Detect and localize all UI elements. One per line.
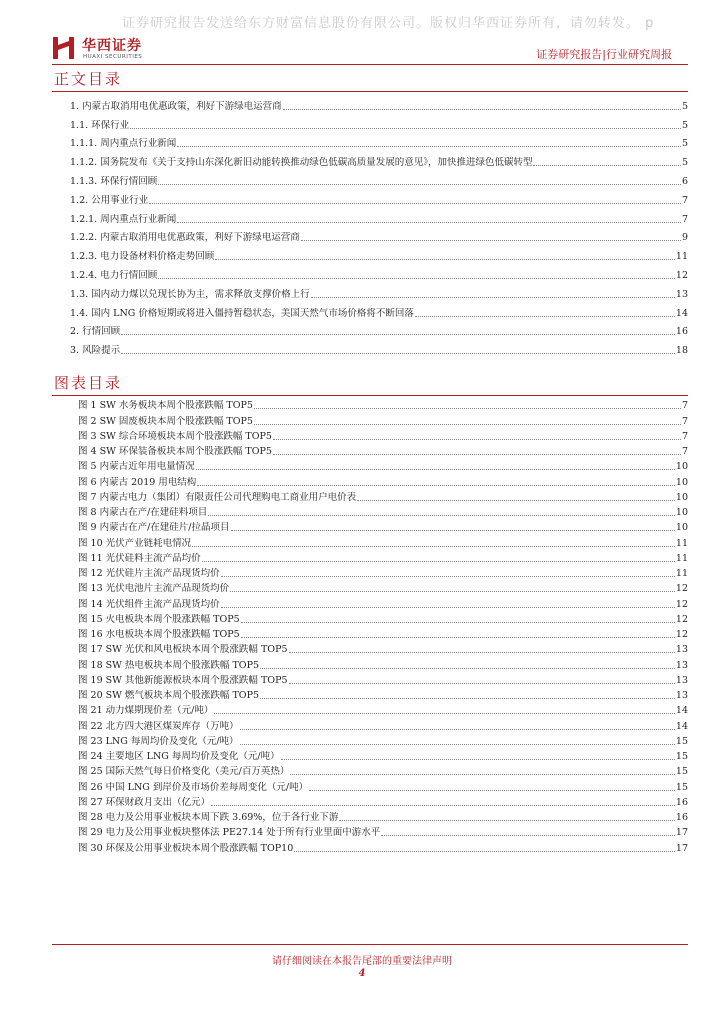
entry-page-number: 7 <box>681 430 688 442</box>
dot-leader <box>311 296 675 298</box>
figure-entry[interactable] <box>78 550 688 565</box>
entry-page-number: 11 <box>675 568 688 579</box>
dot-leader <box>215 258 675 260</box>
figure-entry[interactable] <box>78 595 688 610</box>
entry-page-number: 10 <box>675 476 688 488</box>
dot-leader <box>121 352 675 354</box>
figure-entry[interactable] <box>78 763 688 778</box>
dot-leader <box>273 453 681 455</box>
entry-page-number: 7 <box>681 446 688 457</box>
report-type-label: 证券研究报告|行业研究周报 <box>536 48 672 61</box>
dot-leader <box>149 202 681 204</box>
toc-title-rule <box>52 91 688 92</box>
entry-page-number: 12 <box>675 629 688 640</box>
entry-page-number: 15 <box>675 735 688 747</box>
legal-notice: 请仔细阅读在本报告尾部的重要法律声明 <box>272 956 452 967</box>
dot-leader <box>221 575 675 577</box>
dot-leader <box>281 758 675 760</box>
entry-title: 图 14 光伏组件主流产品现货均价 <box>78 598 220 610</box>
entry-title: 图 24 主要地区 LNG 每周均价及变化（元/吨） <box>78 751 280 762</box>
dot-leader <box>357 499 675 501</box>
entry-page-number: 15 <box>675 781 688 793</box>
dot-leader <box>339 819 675 821</box>
entry-page-number: 9 <box>681 232 688 244</box>
entry-page-number: 5 <box>681 157 688 169</box>
toc-entry[interactable] <box>70 150 688 169</box>
dot-leader <box>241 636 675 638</box>
entry-title: 图 8 内蒙古在产/在建硅料项目 <box>78 507 208 518</box>
entry-page-number: 16 <box>675 796 688 808</box>
entry-title: 图 20 SW 燃气板块本周个股涨跌幅 TOP5 <box>78 690 260 701</box>
figure-entry[interactable] <box>78 443 688 458</box>
toc-entry[interactable] <box>70 282 688 301</box>
entry-title: 图 30 环保及公用事业板块本周个股涨跌幅 TOP10 <box>78 842 294 854</box>
entry-title: 1.1. 环保行业 <box>70 119 130 131</box>
entry-page-number: 10 <box>675 491 688 503</box>
dot-leader <box>289 682 675 684</box>
dot-leader <box>294 850 675 852</box>
toc-entry[interactable] <box>70 263 688 282</box>
entry-page-number: 6 <box>681 175 688 187</box>
figure-entry[interactable] <box>78 397 688 412</box>
figures-title: 图表目录 <box>54 374 123 392</box>
logo-name-cn: 华西证券 <box>82 38 142 54</box>
dot-leader <box>197 484 675 486</box>
dot-leader <box>301 239 681 241</box>
entry-page-number: 12 <box>675 269 688 281</box>
entry-title: 1.2. 公用事业行业 <box>70 194 149 206</box>
entry-title: 图 6 内蒙古 2019 用电结构 <box>78 476 197 488</box>
toc-entry[interactable] <box>70 188 688 207</box>
dot-leader <box>289 651 675 653</box>
dot-leader <box>231 529 675 531</box>
figure-entry[interactable] <box>78 656 688 671</box>
dot-leader <box>121 333 675 335</box>
dot-leader <box>241 621 675 623</box>
dot-leader <box>196 468 675 470</box>
figure-entry[interactable] <box>78 733 688 748</box>
entry-title: 图 5 内蒙古近年用电量情况 <box>78 461 195 473</box>
figure-entry[interactable] <box>78 672 688 687</box>
dot-leader <box>177 221 681 223</box>
figures-title-rule <box>52 395 688 396</box>
entry-page-number: 16 <box>675 812 688 823</box>
entry-title: 1.1.2. 国务院发布《关于支持山东深化新旧动能转换推动绿色低碳高质量发展的意见》，加快推进绿色低碳转型 <box>70 157 533 169</box>
entry-title: 图 21 动力煤期现价差（元/吨） <box>78 705 214 717</box>
entry-page-number: 17 <box>675 827 688 839</box>
entry-page-number: 17 <box>675 842 688 854</box>
entry-title: 图 28 电力及公用事业板块本周下跌 3.69%，位于各行业下游 <box>78 812 339 823</box>
figure-entry[interactable] <box>78 748 688 763</box>
entry-title: 2. 行情回顾 <box>70 326 121 338</box>
entry-title: 图 16 水电板块本周个股涨跌幅 TOP5 <box>78 629 240 640</box>
dot-leader <box>177 145 681 147</box>
entry-page-number: 7 <box>681 400 688 412</box>
entry-page-number: 16 <box>675 326 688 338</box>
dot-leader <box>230 590 675 592</box>
entry-page-number: 11 <box>675 552 688 564</box>
entry-title: 图 9 内蒙古在产/在建硅片/拉晶项目 <box>78 522 230 534</box>
toc-entry[interactable] <box>70 301 688 320</box>
figure-entry[interactable] <box>78 702 688 717</box>
dot-leader <box>260 667 675 669</box>
entry-title: 图 18 SW 热电板块本周个股涨跌幅 TOP5 <box>78 659 260 671</box>
entry-page-number: 13 <box>675 659 688 671</box>
dot-leader <box>381 834 675 836</box>
figure-entry[interactable] <box>78 794 688 809</box>
toc-list <box>70 94 688 357</box>
entry-page-number: 7 <box>681 415 688 427</box>
figure-entry[interactable] <box>78 717 688 732</box>
dot-leader <box>208 514 675 516</box>
toc-entry[interactable] <box>70 113 688 132</box>
entry-title: 1. 内蒙古取消用电优惠政策，利好下游绿电运营商 <box>70 100 282 112</box>
entry-title: 1.2.2. 内蒙古取消用电优惠政策，利好下游绿电运营商 <box>70 232 300 244</box>
entry-title: 1.1.3. 环保行情回顾 <box>70 175 158 187</box>
toc-entry[interactable] <box>70 244 688 263</box>
toc-entry[interactable] <box>70 169 688 188</box>
entry-title: 图 25 国际天然气每日价格变化（美元/百万英热） <box>78 766 290 778</box>
entry-page-number: 14 <box>675 705 688 717</box>
figure-entry[interactable] <box>78 580 688 595</box>
entry-title: 图 19 SW 其他新能源板块本周个股涨跌幅 TOP5 <box>78 674 288 686</box>
entry-title: 图 22 北方四大港区煤炭库存（万吨） <box>78 720 239 732</box>
entry-page-number: 5 <box>681 119 688 131</box>
figure-entry[interactable] <box>78 489 688 504</box>
figure-entry[interactable] <box>78 565 688 580</box>
dot-leader <box>130 127 681 129</box>
entry-page-number: 15 <box>675 751 688 762</box>
entry-title: 1.2.4. 电力行情回顾 <box>70 269 158 281</box>
figures-list <box>78 397 688 855</box>
dot-leader <box>221 606 675 608</box>
entry-title: 图 3 SW 综合环境板块本周个股涨跌幅 TOP5 <box>78 430 272 442</box>
figure-entry[interactable] <box>78 504 688 519</box>
dot-leader <box>254 407 681 409</box>
entry-page-number: 12 <box>675 613 688 625</box>
dot-leader <box>202 560 675 562</box>
dot-leader <box>260 697 675 699</box>
entry-title: 图 29 电力及公用事业板块整体法 PE27.14 处于所有行业里面中游水平 <box>78 827 381 839</box>
entry-title: 图 26 中国 LNG 到岸价及市场价差每周变化（元/吨） <box>78 781 309 793</box>
entry-title: 图 17 SW 光伏和风电板块本周个股涨跌幅 TOP5 <box>78 644 288 656</box>
entry-page-number: 5 <box>681 100 688 112</box>
toc-entry[interactable] <box>70 226 688 245</box>
toc-entry[interactable] <box>70 207 688 226</box>
entry-title: 图 27 环保财政月支出（亿元） <box>78 796 211 808</box>
dot-leader <box>192 545 675 547</box>
figure-entry[interactable] <box>78 626 688 641</box>
entry-title: 图 1 SW 水务板块本周个股涨跌幅 TOP5 <box>78 400 253 412</box>
dot-leader <box>214 712 675 714</box>
entry-title: 1.4. 国内 LNG 价格短期或将进入僵持暂稳状态，美国天然气市场价格将不断回落 <box>70 307 414 319</box>
dot-leader <box>273 438 681 440</box>
toc-entry[interactable] <box>70 132 688 151</box>
figure-entry[interactable] <box>78 412 688 427</box>
entry-page-number: 5 <box>681 138 688 150</box>
page-number: 4 <box>358 968 366 979</box>
entry-page-number: 14 <box>675 307 688 319</box>
toc-title: 正文目录 <box>54 70 123 88</box>
figure-entry[interactable] <box>78 428 688 443</box>
entry-title: 图 10 光伏产业链耗电情况 <box>78 537 192 549</box>
entry-page-number: 7 <box>681 194 688 206</box>
entry-title: 图 4 SW 环保装备板块本周个股涨跌幅 TOP5 <box>78 446 272 457</box>
entry-title: 图 7 内蒙古电力（集团）有限责任公司代理购电工商业用户电价表 <box>78 491 357 503</box>
toc-entry[interactable] <box>70 320 688 339</box>
entry-page-number: 14 <box>675 720 688 732</box>
figure-entry[interactable] <box>78 839 688 854</box>
figure-entry[interactable] <box>78 778 688 793</box>
entry-page-number: 12 <box>675 598 688 610</box>
entry-page-number: 10 <box>675 522 688 534</box>
watermark-text: 证券研究报告发送给东方财富信息股份有限公司。版权归华西证券所有，请勿转发。 p <box>122 16 655 31</box>
entry-page-number: 7 <box>681 213 688 225</box>
entry-title: 1.2.3. 电力设备材料价格走势回顾 <box>70 251 215 263</box>
figure-entry[interactable] <box>78 687 688 702</box>
huaxi-logo-icon <box>52 35 76 61</box>
dot-leader <box>158 183 681 185</box>
dot-leader <box>158 277 675 279</box>
entry-page-number: 10 <box>675 507 688 518</box>
figure-entry[interactable] <box>78 458 688 473</box>
toc-entry[interactable] <box>70 338 688 357</box>
entry-title: 图 23 LNG 每周均价及变化（元/吨） <box>78 735 239 747</box>
entry-title: 1.2.1. 周内重点行业新闻 <box>70 213 177 225</box>
entry-page-number: 12 <box>675 583 688 595</box>
dot-leader <box>240 743 675 745</box>
dot-leader <box>240 728 675 730</box>
toc-entry[interactable] <box>70 94 688 113</box>
header-divider <box>52 64 688 65</box>
figure-entry[interactable] <box>78 809 688 824</box>
dot-leader <box>415 315 675 317</box>
dot-leader <box>309 789 675 791</box>
figure-entry[interactable] <box>78 641 688 656</box>
entry-title: 图 12 光伏硅片主流产品现货均价 <box>78 568 220 579</box>
footer-divider <box>52 944 688 945</box>
entry-title: 3. 风险提示 <box>70 345 121 357</box>
dot-leader <box>283 108 681 110</box>
entry-title: 图 2 SW 固废板块本周个股涨跌幅 TOP5 <box>78 415 253 427</box>
entry-title: 1.1.1. 周内重点行业新闻 <box>70 138 177 150</box>
dot-leader <box>533 164 680 166</box>
logo-name-en: HUAXI SECURITIES <box>83 54 143 60</box>
dot-leader <box>290 773 675 775</box>
entry-page-number: 18 <box>675 345 688 357</box>
entry-title: 图 15 火电板块本周个股涨跌幅 TOP5 <box>78 613 240 625</box>
dot-leader <box>211 804 675 806</box>
entry-title: 图 11 光伏硅料主流产品均价 <box>78 552 201 564</box>
entry-page-number: 11 <box>675 537 688 549</box>
entry-page-number: 11 <box>675 251 688 263</box>
entry-page-number: 15 <box>675 766 688 778</box>
figure-entry[interactable] <box>78 519 688 534</box>
entry-page-number: 13 <box>675 690 688 701</box>
figure-entry[interactable] <box>78 824 688 839</box>
entry-title: 图 13 光伏电池片主流产品现货均价 <box>78 583 230 595</box>
figure-entry[interactable] <box>78 534 688 549</box>
entry-page-number: 13 <box>675 674 688 686</box>
entry-page-number: 13 <box>675 644 688 656</box>
entry-page-number: 13 <box>675 288 688 300</box>
entry-title: 1.3. 国内动力煤以兑现长协为主，需求释放支撑价格上行 <box>70 288 310 300</box>
figure-entry[interactable] <box>78 473 688 488</box>
entry-page-number: 10 <box>675 461 688 473</box>
dot-leader <box>254 423 681 425</box>
figure-entry[interactable] <box>78 611 688 626</box>
